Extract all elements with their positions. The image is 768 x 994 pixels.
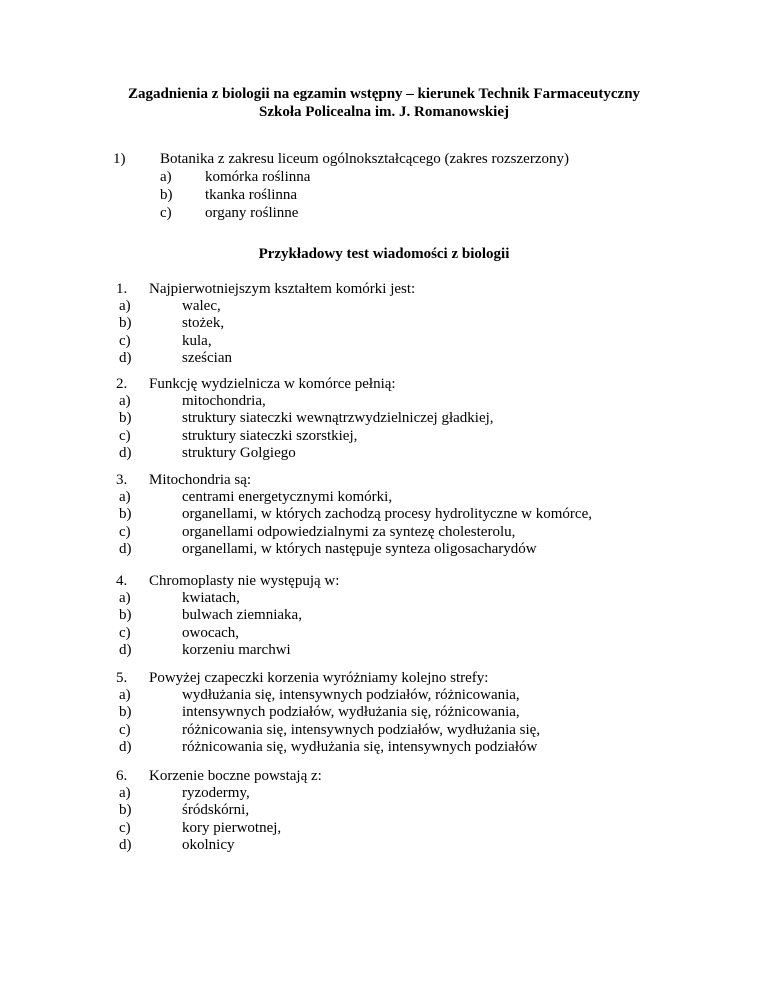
answer-letter: a) <box>119 686 131 703</box>
question-text: Mitochondria są: <box>149 472 252 488</box>
answer-letter: b) <box>119 410 132 426</box>
answer-letter: c) <box>119 427 131 444</box>
answer-letter: b) <box>119 704 132 720</box>
answer-option <box>119 524 515 542</box>
answer-text: owocach, <box>182 624 240 641</box>
answer-option <box>119 802 249 820</box>
answer-letter: d) <box>119 350 132 366</box>
answer-text: różnicowania się, wydłużania się, intensywnych podziałów <box>182 739 538 755</box>
topic-heading: Botanika z zakresu liceum ogólnokształcącego (zakres rozszerzony) <box>160 151 569 167</box>
question-number: 4. <box>116 573 128 589</box>
answer-text: kula, <box>182 332 212 349</box>
answer-text: bulwach ziemniaka, <box>182 607 302 623</box>
answer-letter: c) <box>119 721 131 738</box>
question-number: 6. <box>116 768 128 784</box>
answer-letter: c) <box>119 624 131 641</box>
answer-text: mitochondria, <box>182 392 266 409</box>
answer-letter: c) <box>119 332 131 349</box>
answer-option <box>119 410 494 428</box>
topic-item <box>160 168 310 186</box>
topic-item-text: komórka roślinna <box>205 169 311 185</box>
answer-text: kory pierwotnej, <box>182 819 282 836</box>
answer-text: korzeniu marchwi <box>182 642 291 658</box>
question-number: 2. <box>116 376 128 392</box>
question-text: Najpierwotniejszym kształtem komórki jest: <box>149 281 416 297</box>
answer-text: walec, <box>182 297 221 314</box>
answer-text: różnicowania się, intensywnych podziałów, wydłużania się, <box>182 721 541 738</box>
topic-item <box>160 186 297 204</box>
topic-item-letter: b) <box>160 187 173 203</box>
answer-letter: c) <box>119 819 131 836</box>
answer-text: struktury siateczki szorstkiej, <box>182 427 358 444</box>
topic-item-text: organy roślinne <box>205 205 299 221</box>
topic-item-letter: c) <box>160 205 172 221</box>
answer-letter: a) <box>119 589 131 606</box>
answer-option <box>119 687 520 705</box>
answer-text: kwiatach, <box>182 589 240 606</box>
question-number: 1. <box>116 281 128 297</box>
answer-option <box>119 590 240 608</box>
answer-letter: d) <box>119 642 132 658</box>
answer-text: organellami, w których następuje synteza oligosacharydów <box>182 541 537 557</box>
question-text: Chromoplasty nie występują w: <box>149 573 340 589</box>
answer-letter: b) <box>119 802 132 818</box>
answer-letter: b) <box>119 315 132 331</box>
answer-option <box>119 445 296 463</box>
question-text: Powyżej czapeczki korzenia wyróżniamy kolejno strefy: <box>149 670 489 686</box>
answer-letter: b) <box>119 506 132 522</box>
answer-letter: a) <box>119 784 131 801</box>
answer-text: intensywnych podziałów, wydłużania się, różnicowania, <box>182 704 520 720</box>
answer-option <box>119 393 266 411</box>
answer-text: struktury siateczki wewnątrzwydzielniczej gładkiej, <box>182 410 494 426</box>
answer-option <box>119 837 235 855</box>
topic-item-letter: a) <box>160 169 172 185</box>
answer-letter: d) <box>119 445 132 461</box>
topic-item <box>160 204 298 222</box>
answer-text: organellami odpowiedzialnymi za syntezę cholesterolu, <box>182 523 516 540</box>
question-number: 3. <box>116 472 128 488</box>
answer-option <box>119 489 392 507</box>
answer-letter: d) <box>119 739 132 755</box>
answer-option <box>119 350 232 368</box>
question-text: Korzenie boczne powstają z: <box>149 768 322 784</box>
answer-letter: c) <box>119 523 131 540</box>
answer-option <box>119 298 221 316</box>
answer-option <box>119 607 302 625</box>
answer-option <box>119 722 540 740</box>
answer-text: ryzodermy, <box>182 784 250 801</box>
answer-letter: a) <box>119 488 131 505</box>
answer-text: organellami, w których zachodzą procesy hydrolityczne w komórce, <box>182 506 592 522</box>
answer-option <box>119 785 250 803</box>
answer-text: okolnicy <box>182 837 235 853</box>
answer-option <box>119 625 239 643</box>
answer-text: stożek, <box>182 315 225 331</box>
answer-option <box>119 428 357 446</box>
answer-option <box>119 704 520 722</box>
answer-option <box>119 541 537 559</box>
answer-option <box>119 642 291 660</box>
answer-letter: d) <box>119 541 132 557</box>
answer-option <box>119 333 212 351</box>
topic-item-text: tkanka roślinna <box>205 187 298 203</box>
answer-option <box>119 315 224 333</box>
answer-text: sześcian <box>182 350 232 366</box>
school-name: Szkoła Policealna im. J. Romanowskiej <box>259 104 509 120</box>
answer-text: śródskórni, <box>182 802 250 818</box>
answer-letter: a) <box>119 392 131 409</box>
question-number: 5. <box>116 670 128 686</box>
answer-letter: b) <box>119 607 132 623</box>
answer-letter: d) <box>119 837 132 853</box>
document-title: Zagadnienia z biologii na egzamin wstępny – kierunek Technik Farmaceutyczny <box>127 86 641 102</box>
answer-text: wydłużania się, intensywnych podziałów, różnicowania, <box>182 686 520 703</box>
answer-option <box>119 506 592 524</box>
answer-option <box>119 820 281 838</box>
answer-text: centrami energetycznymi komórki, <box>182 488 393 505</box>
answer-option <box>119 739 537 757</box>
test-title: Przykładowy test wiadomości z biologii <box>258 246 510 262</box>
topic-number: 1) <box>113 151 126 167</box>
answer-letter: a) <box>119 297 131 314</box>
answer-text: struktury Golgiego <box>182 445 296 461</box>
question-text: Funkcję wydzielnicza w komórce pełnią: <box>149 376 396 392</box>
